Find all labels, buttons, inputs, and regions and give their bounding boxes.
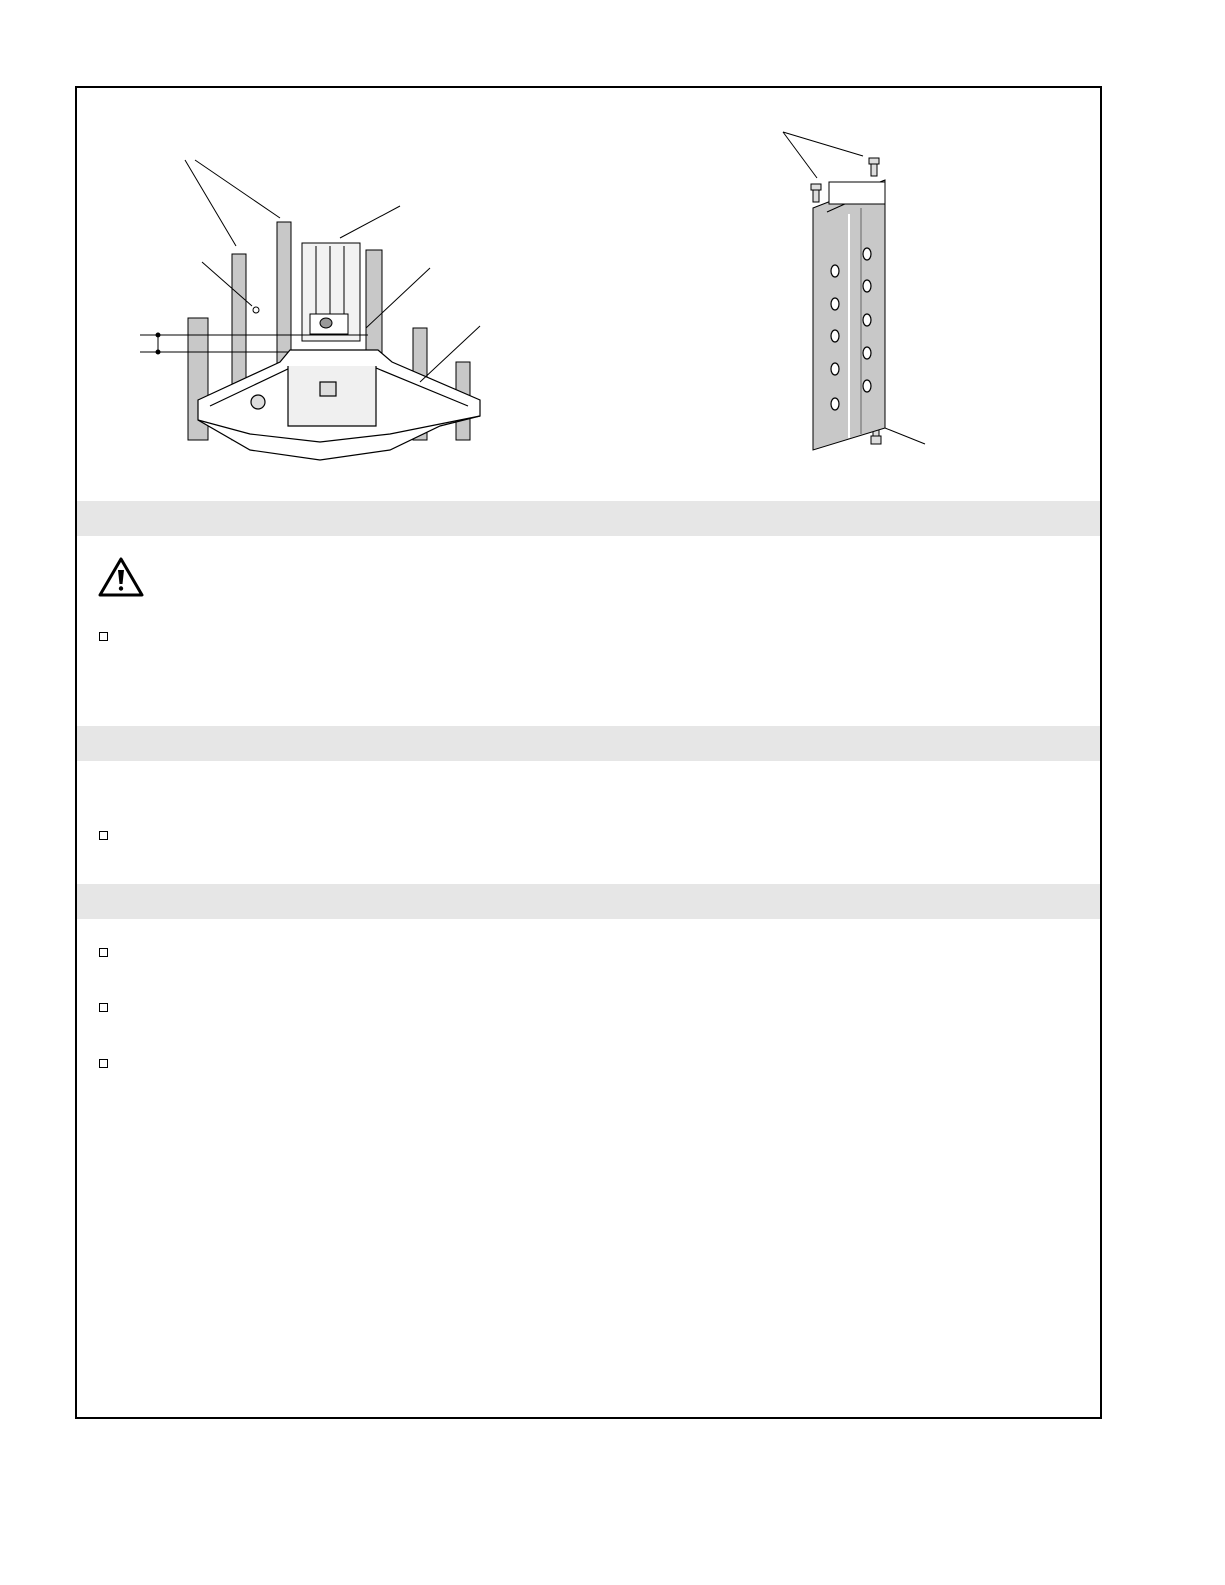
checkbox-icon[interactable] — [99, 948, 108, 957]
checkbox-icon[interactable] — [99, 1003, 108, 1012]
checkbox-icon[interactable] — [99, 632, 108, 641]
warning-triangle-icon — [97, 556, 145, 598]
section-header-3 — [77, 884, 1100, 919]
panel-screws-illustration — [775, 128, 945, 458]
shower-base-illustration — [140, 150, 490, 470]
section-header-1 — [77, 501, 1100, 536]
section-header-2 — [77, 726, 1100, 761]
checkbox-icon[interactable] — [99, 831, 108, 840]
checkbox-icon[interactable] — [99, 1059, 108, 1068]
